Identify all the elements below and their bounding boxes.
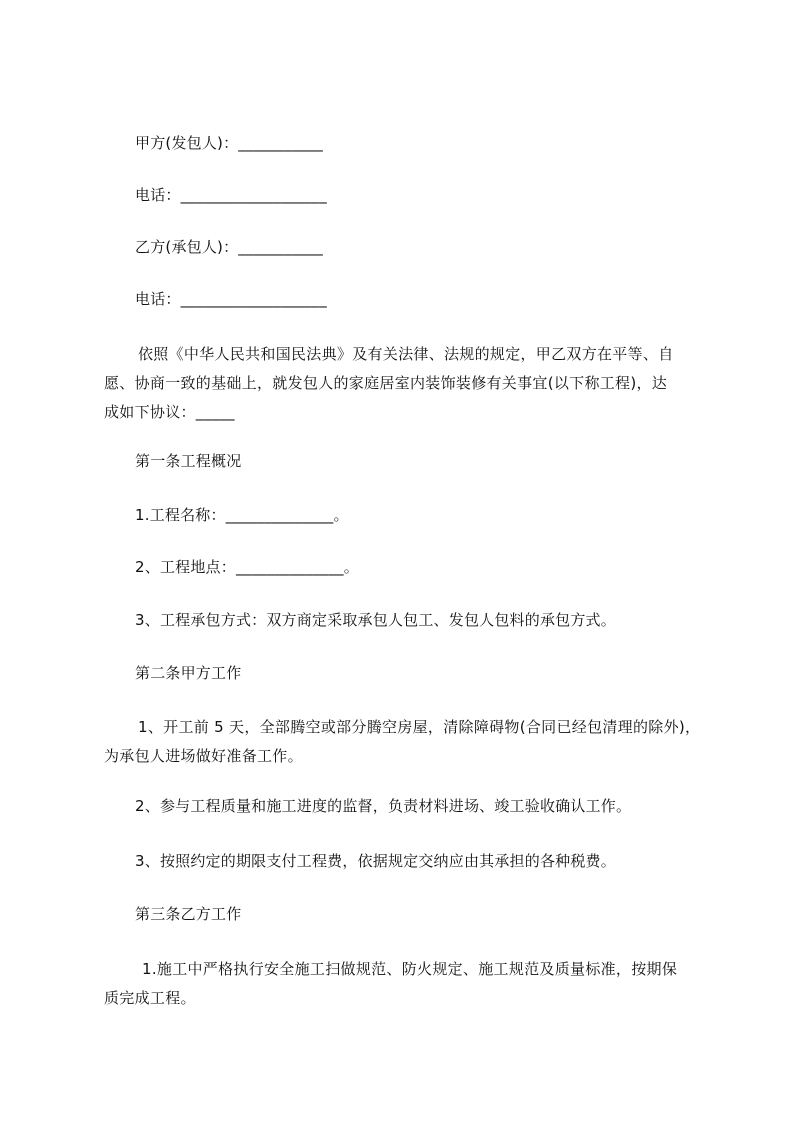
article-1-item-1: 1.工程名称：______________。 [135,506,349,524]
intro-line-3: 成如下协议：_____ [104,403,235,421]
article-1-item-3: 3、工程承包方式：双方商定采取承包人包工、发包人包料的承包方式。 [135,611,616,629]
phone-b-line: 电话：___________________ [135,290,327,308]
article-2-item-2: 2、参与工程质量和施工进度的监督，负责材料进场、竣工验收确认工作。 [135,797,632,815]
intro-line-1: 依照《中华人民共和国民法典》及有关法律、法规的规定，甲乙双方在平等、自 [138,345,674,363]
article-2-title: 第二条甲方工作 [135,664,242,682]
article-2-item-3: 3、按照约定的期限支付工程费，依据规定交纳应由其承担的各种税费。 [135,852,616,870]
article-2-item-1-line-1: 1、开工前 5 天，全部腾空或部分腾空房屋，清除障碍物(合同已经包清理的除外)， [138,718,701,736]
article-2-item-1-line-2: 为承包人进场做好准备工作。 [104,747,303,765]
article-2-item-1 [104,713,724,771]
article-1-item-2: 2、工程地点：______________。 [135,558,359,576]
party-a-line: 甲方(发包人)：___________ [135,134,324,152]
intro-paragraph [104,340,724,427]
article-3-title: 第三条乙方工作 [135,905,242,923]
article-3-item-1 [104,955,724,1013]
article-1-title: 第一条工程概况 [135,452,242,470]
article-3-item-1-line-2: 质完成工程。 [104,989,196,1007]
intro-line-2: 愿、协商一致的基础上，就发包人的家庭居室内装饰装修有关事宜(以下称工程)，达 [104,374,668,392]
party-b-line: 乙方(承包人)：___________ [135,238,324,256]
phone-a-line: 电话：___________________ [135,186,327,204]
article-3-item-1-line-1: 1.施工中严格执行安全施工扫做规范、防火规定、施工规范及质量标准，按期保 [142,960,678,978]
